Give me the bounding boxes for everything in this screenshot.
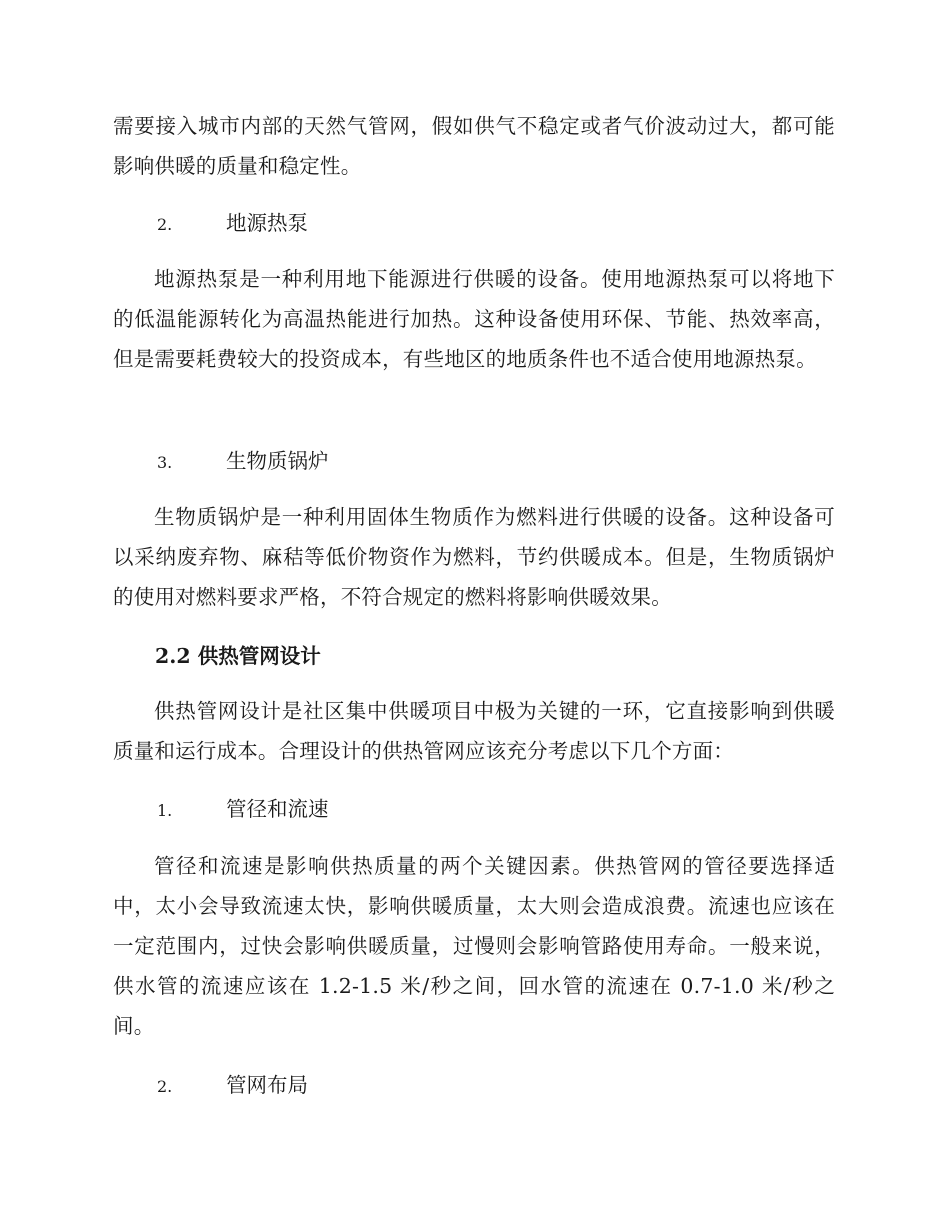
paragraph-ground-source-heat-pump: 地源热泵是一种利用地下能源进行供暖的设备。使用地源热泵可以将地下的低温能源转化为高温热能进行加热。这种设备使用环保、节能、热效率高，但是需要耗费较大的投资成本，有些地区的地质条件也不适合使用地源热泵。 <box>113 267 835 371</box>
section-heading: 2.2 供热管网设计 <box>155 644 321 668</box>
list-item-title: 地源热泵 <box>226 211 308 235</box>
list-item-biomass-boiler <box>157 441 329 483</box>
list-number: 3. <box>157 453 173 472</box>
list-item-ground-source-heat-pump <box>157 203 308 245</box>
list-item-network-layout <box>157 1065 308 1107</box>
list-number: 2. <box>157 215 173 234</box>
list-number: 2. <box>157 1077 173 1096</box>
list-item-title: 管径和流速 <box>226 797 329 821</box>
list-item-title: 生物质锅炉 <box>226 449 329 473</box>
paragraph-heating-network-design: 供热管网设计是社区集中供暖项目中极为关键的一环，它直接影响到供暖质量和运行成本。合理设计的供热管网应该充分考虑以下几个方面： <box>113 699 835 763</box>
paragraph-biomass-boiler: 生物质锅炉是一种利用固体生物质作为燃料进行供暖的设备。这种设备可以采纳废弃物、麻秸等低价物资作为燃料，节约供暖成本。但是，生物质锅炉的使用对燃料要求严格，不符合规定的燃料将影响供暖效果。 <box>113 505 835 609</box>
paragraph-pipe-diameter-flow: 管径和流速是影响供热质量的两个关键因素。供热管网的管径要选择适中，太小会导致流速太快，影响供暖质量，太大则会造成浪费。流速也应该在一定范围内，过快会影响供暖质量，过慢则会影响管路使用寿命。一般来说，供水管的流速应该在 1.2-1.5 米/秒之间，回水管的流速在 0.7-1.0 米/秒之间。 <box>113 854 835 1038</box>
list-number: 1. <box>157 801 173 820</box>
paragraph-gas-network: 需要接入城市内部的天然气管网，假如供气不稳定或者气价波动过大，都可能影响供暖的质量和稳定性。 <box>113 114 835 178</box>
list-item-pipe-diameter-flow <box>157 789 329 831</box>
list-item-title: 管网布局 <box>226 1073 308 1097</box>
